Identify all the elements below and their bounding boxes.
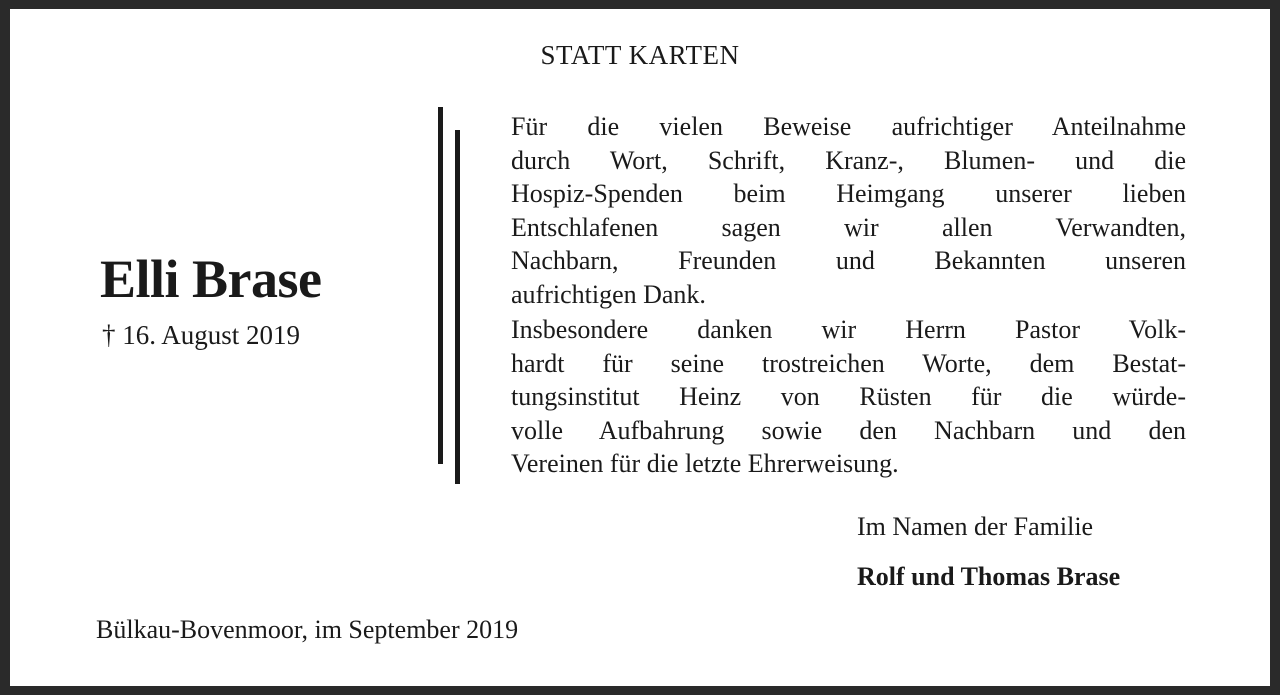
place-date: Bülkau-Bovenmoor, im September 2019 (96, 615, 519, 644)
text-line: Nachbarn, Freunden und Bekannten unseren (511, 246, 1186, 275)
closing-phrase: Im Namen der Familie (857, 512, 1094, 541)
thanks-paragraph-2 (511, 313, 1186, 481)
text-line: tungsinstitut Heinz von Rüsten für die würde- (511, 382, 1186, 411)
text-line: Entschlafenen sagen wir allen Verwandten, (511, 212, 1186, 242)
text-line: Hospiz-Spenden beim Heimgang unserer lieben (511, 179, 1186, 208)
notice-heading: STATT KARTEN (540, 40, 740, 70)
thanks-paragraph-1 (511, 110, 1186, 311)
text-line: aufrichtigen Dank. (511, 279, 706, 309)
signers: Rolf und Thomas Brase (857, 562, 1121, 591)
text-line: Insbesondere danken wir Herrn Pastor Volk- (511, 315, 1186, 344)
vertical-rule-left (438, 107, 443, 464)
vertical-rule-right (455, 130, 460, 484)
deceased-name: Elli Brase (100, 249, 322, 309)
text-line: Für die vielen Beweise aufrichtiger Anteilnahme (511, 112, 1186, 141)
text-line: durch Wort, Schrift, Kranz-, Blumen- und die (511, 145, 1186, 175)
thanks-text (511, 110, 1186, 481)
text-line: Vereinen für die letzte Ehrerweisung. (511, 449, 899, 478)
text-line: hardt für seine trostreichen Worte, dem Bestat- (511, 348, 1186, 378)
text-line: volle Aufbahrung sowie den Nachbarn und den (511, 415, 1186, 445)
death-date: † 16. August 2019 (102, 320, 301, 350)
